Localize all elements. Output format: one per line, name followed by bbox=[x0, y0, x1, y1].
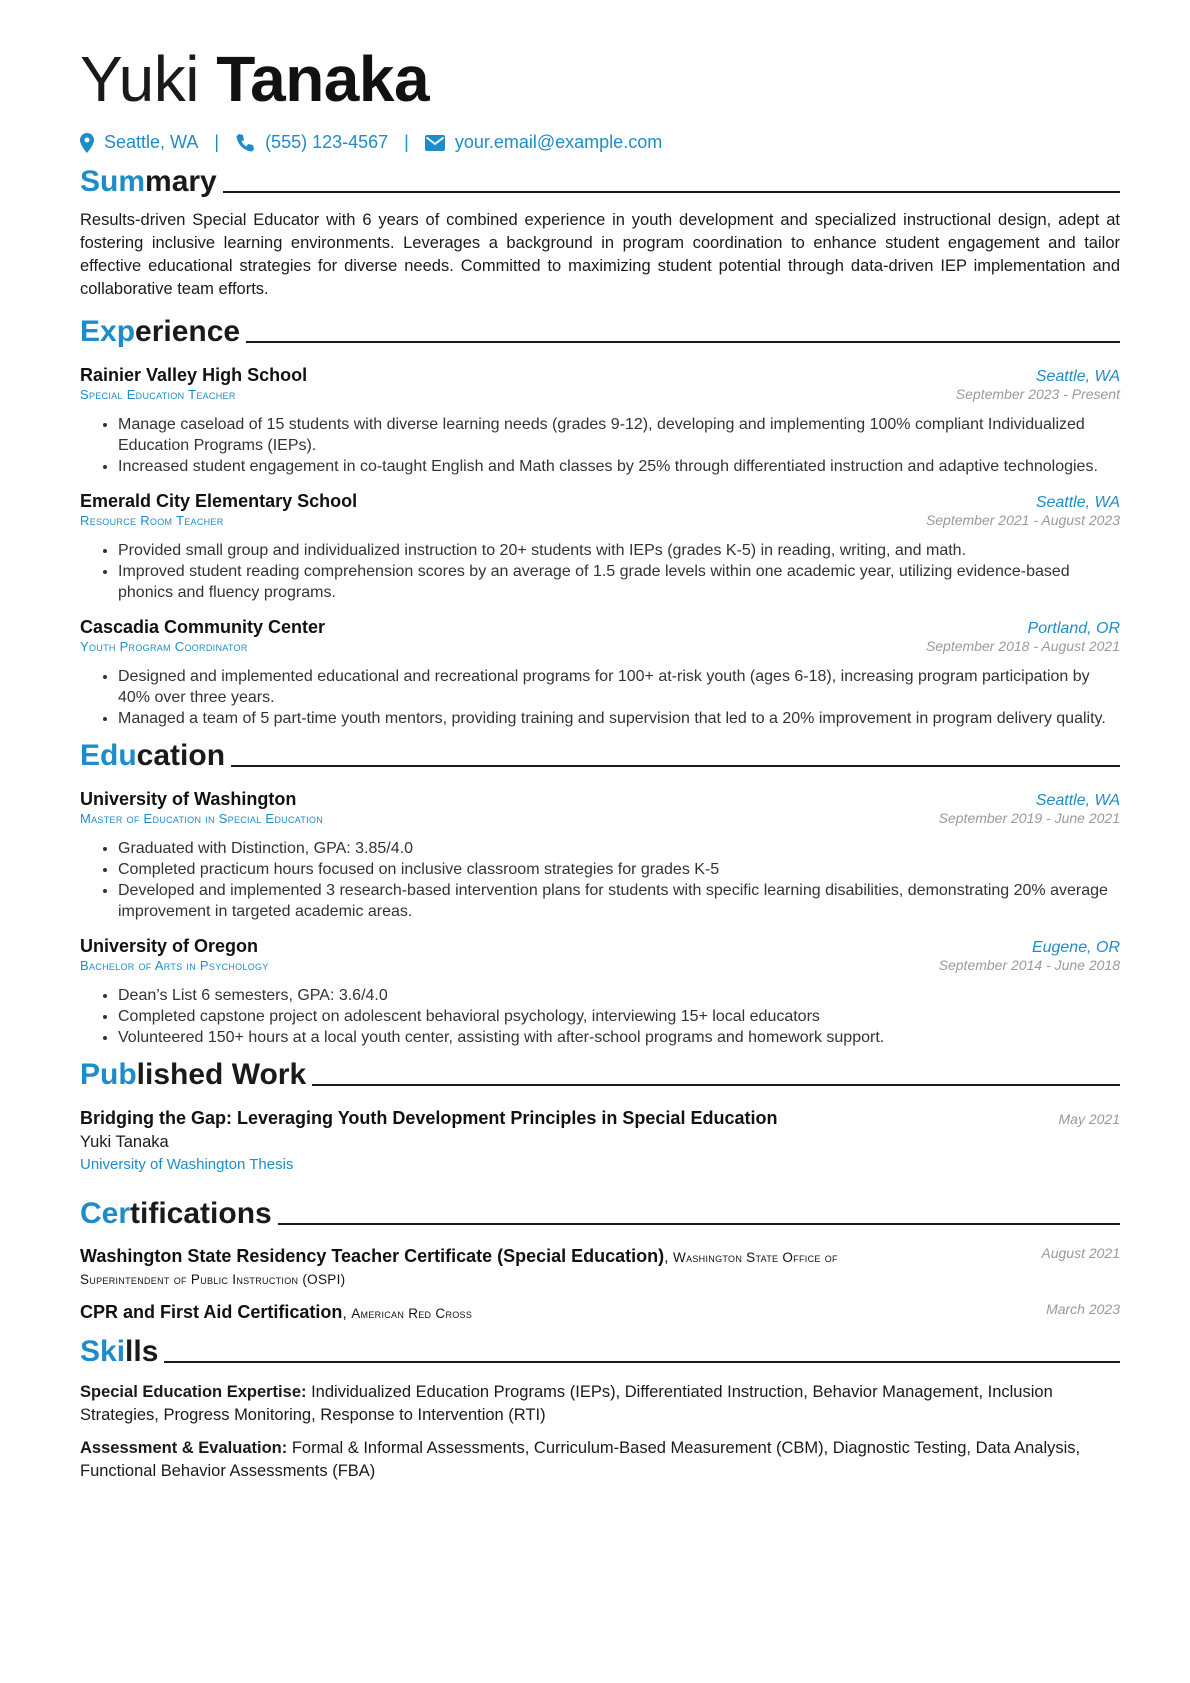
contact-phone[interactable] bbox=[235, 132, 388, 153]
entry-location: Eugene, OR bbox=[1031, 939, 1120, 956]
bullet-item: • Manage caseload of 15 students with diverse learning needs (grades 9-12), developing and implementing 100% compliant Individualized Education Programs (IEPs). bbox=[118, 414, 1120, 456]
section-title-accent: Ski bbox=[80, 1335, 126, 1368]
section-title bbox=[80, 1195, 272, 1233]
section-title-accent: Sum bbox=[80, 165, 146, 198]
bullet-item: • Completed practicum hours focused on inclusive classroom strategies for grades K-5 bbox=[118, 859, 1120, 880]
map-pin-icon bbox=[80, 133, 94, 153]
school-name: University of Oregon bbox=[80, 936, 259, 956]
experience-entry bbox=[80, 365, 1120, 477]
entry-dates: September 2018 - August 2021 bbox=[925, 638, 1120, 654]
education-entry bbox=[80, 789, 1120, 922]
bullet-item: • Completed capstone project on adolescent behavioral psychology, interviewing 15+ local educators bbox=[118, 1006, 1120, 1027]
job-title: Resource Room Teacher bbox=[80, 513, 224, 528]
section-title-rest: mary bbox=[145, 165, 217, 198]
skill-group-label: Special Education Expertise: bbox=[80, 1383, 307, 1401]
skill-group-text: Formal & Informal Assessments, Curriculum-Based Measurement (CBM), Diagnostic Testing, Data Analysis, Functional Behavior Assessments (FBA) bbox=[80, 1439, 1081, 1480]
experience-entry bbox=[80, 491, 1120, 603]
publication-title: Bridging the Gap: Leveraging Youth Development Principles in Special Education bbox=[80, 1108, 778, 1128]
bullet-list bbox=[80, 666, 1120, 729]
experience-heading bbox=[80, 313, 1120, 351]
section-title-accent: Cer bbox=[80, 1197, 131, 1230]
first-name: Yuki bbox=[80, 43, 199, 115]
experience-entry bbox=[80, 617, 1120, 729]
entry-location: Seattle, WA bbox=[1035, 368, 1120, 385]
bullet-item: • Managed a team of 5 part-time youth mentors, providing training and supervision that led to a 20% improvement in program delivery quality. bbox=[118, 708, 1120, 729]
envelope-icon bbox=[425, 135, 445, 151]
contact-location bbox=[80, 132, 198, 153]
section-title bbox=[80, 313, 240, 351]
summary-heading bbox=[80, 163, 1120, 201]
phone-text[interactable]: (555) 123-4567 bbox=[265, 132, 389, 152]
bullet-list bbox=[80, 414, 1120, 477]
section-rule bbox=[278, 1223, 1120, 1225]
bullet-item: • Increased student engagement in co-taught English and Math classes by 25% through differentiated instruction and adaptive technologies. bbox=[118, 456, 1120, 477]
job-title: Special Education Teacher bbox=[80, 387, 236, 402]
certification-entry: Washington State Residency Teacher Certificate (Special Education), Washington State Office of Superintendent of Public Instruction (OSPI) August 2021 bbox=[80, 1245, 1120, 1287]
entry-dates: March 2023 bbox=[1046, 1301, 1120, 1317]
resume-page bbox=[80, 38, 1120, 1483]
employer-name: Rainier Valley High School bbox=[80, 365, 308, 385]
entry-dates: September 2014 - June 2018 bbox=[938, 957, 1120, 973]
section-title-rest: erience bbox=[135, 315, 241, 348]
location-text: Seattle, WA bbox=[104, 132, 199, 152]
contact-separator: | bbox=[404, 132, 409, 152]
bullet-item: • Developed and implemented 3 research-based intervention plans for students with specific learning disabilities, demonstrating 20% average improvement in targeted academic areas. bbox=[118, 880, 1120, 922]
entry-dates: September 2023 - Present bbox=[955, 386, 1120, 402]
section-title-accent: Pub bbox=[80, 1058, 137, 1091]
publication-author: Yuki Tanaka bbox=[80, 1133, 169, 1151]
section-title bbox=[80, 737, 225, 775]
bullet-list bbox=[80, 985, 1120, 1048]
degree-name: Bachelor of Arts in Psychology bbox=[80, 958, 269, 973]
certification-issuer: American Red Cross bbox=[351, 1306, 473, 1321]
phone-icon bbox=[235, 133, 255, 153]
degree-name: Master of Education in Special Education bbox=[80, 811, 324, 826]
employer-name: Emerald City Elementary School bbox=[80, 491, 358, 511]
section-title-accent: Edu bbox=[80, 739, 137, 772]
certification-title: Washington State Residency Teacher Certificate (Special Education) bbox=[80, 1246, 665, 1266]
section-title-accent: Exp bbox=[80, 315, 136, 348]
entry-dates: September 2021 - August 2023 bbox=[925, 512, 1120, 528]
section-title-rest: cation bbox=[136, 739, 226, 772]
published-heading bbox=[80, 1056, 1120, 1094]
skill-group bbox=[80, 1437, 1120, 1483]
entry-location: Portland, OR bbox=[1027, 620, 1120, 637]
contact-separator: | bbox=[214, 132, 220, 152]
certifications-heading bbox=[80, 1195, 1120, 1233]
section-rule bbox=[312, 1084, 1120, 1086]
section-rule bbox=[246, 341, 1120, 343]
section-title bbox=[80, 1333, 158, 1371]
school-name: University of Washington bbox=[80, 789, 297, 809]
bullet-item: • Graduated with Distinction, GPA: 3.85/4.0 bbox=[118, 838, 1120, 859]
skill-group bbox=[80, 1381, 1120, 1427]
bullet-item: • Designed and implemented educational and recreational programs for 100+ at-risk youth (ages 6-18), increasing program participation by 40% over three years. bbox=[118, 666, 1120, 708]
bullet-item: • Dean’s List 6 semesters, GPA: 3.6/4.0 bbox=[118, 985, 1120, 1006]
candidate-name bbox=[80, 38, 1120, 120]
contact-email[interactable] bbox=[425, 132, 662, 153]
summary-text: Results-driven Special Educator with 6 years of combined experience in youth development and specialized instructional design, adept at fostering inclusive learning environments. Leverages a background in program coordination to enhance student engagement and tailor effective educational strategies for diverse needs. Committed to maximizing student potential through data-driven IEP implementation and collaborative team efforts. bbox=[80, 211, 1120, 298]
certification-issuer: Washington State Office of Superintendent of Public Instruction (OSPI) bbox=[80, 1250, 838, 1287]
section-title bbox=[80, 163, 217, 201]
skill-group-text: Individualized Education Programs (IEPs), Differentiated Instruction, Behavior Management, Inclusion Strategies, Progress Monitoring, Response to Intervention (RTI) bbox=[80, 1383, 1053, 1424]
contact-bar bbox=[80, 132, 1120, 153]
bullet-item: • Improved student reading comprehension scores by an average of 1.5 grade levels within one academic year, utilizing evidence-based phonics and fluency programs. bbox=[118, 561, 1120, 603]
certification-entry: CPR and First Aid Certification, American Red Cross March 2023 bbox=[80, 1301, 1120, 1322]
entry-dates: August 2021 bbox=[1041, 1245, 1120, 1261]
section-rule bbox=[164, 1361, 1120, 1363]
bullet-list bbox=[80, 838, 1120, 922]
bullet-item: • Volunteered 150+ hours at a local youth center, assisting with after-school programs and homework support. bbox=[118, 1027, 1120, 1048]
education-heading bbox=[80, 737, 1120, 775]
skill-group-label: Assessment & Evaluation: bbox=[80, 1439, 288, 1457]
section-title-rest: lished Work bbox=[136, 1058, 307, 1091]
job-title: Youth Program Coordinator bbox=[80, 639, 248, 654]
publication-venue: University of Washington Thesis bbox=[80, 1156, 294, 1173]
bullet-item: • Provided small group and individualized instruction to 20+ students with IEPs (grades K-5) in reading, writing, and math. bbox=[118, 540, 1120, 561]
employer-name: Cascadia Community Center bbox=[80, 617, 326, 637]
section-rule bbox=[223, 191, 1120, 193]
section-title bbox=[80, 1056, 306, 1094]
entry-dates: May 2021 bbox=[1058, 1111, 1120, 1127]
email-link[interactable]: your.email@example.com bbox=[454, 132, 663, 152]
section-title-rest: lls bbox=[125, 1335, 159, 1368]
bullet-list bbox=[80, 540, 1120, 603]
publication-entry bbox=[80, 1108, 1120, 1173]
last-name: Tanaka bbox=[216, 43, 430, 115]
entry-dates: September 2019 - June 2021 bbox=[938, 810, 1120, 826]
entry-location: Seattle, WA bbox=[1035, 494, 1120, 511]
entry-location: Seattle, WA bbox=[1035, 792, 1120, 809]
certification-title: CPR and First Aid Certification bbox=[80, 1302, 343, 1322]
skills-heading bbox=[80, 1333, 1120, 1371]
education-entry bbox=[80, 936, 1120, 1048]
section-rule bbox=[231, 765, 1120, 767]
section-title-rest: tifications bbox=[130, 1197, 272, 1230]
